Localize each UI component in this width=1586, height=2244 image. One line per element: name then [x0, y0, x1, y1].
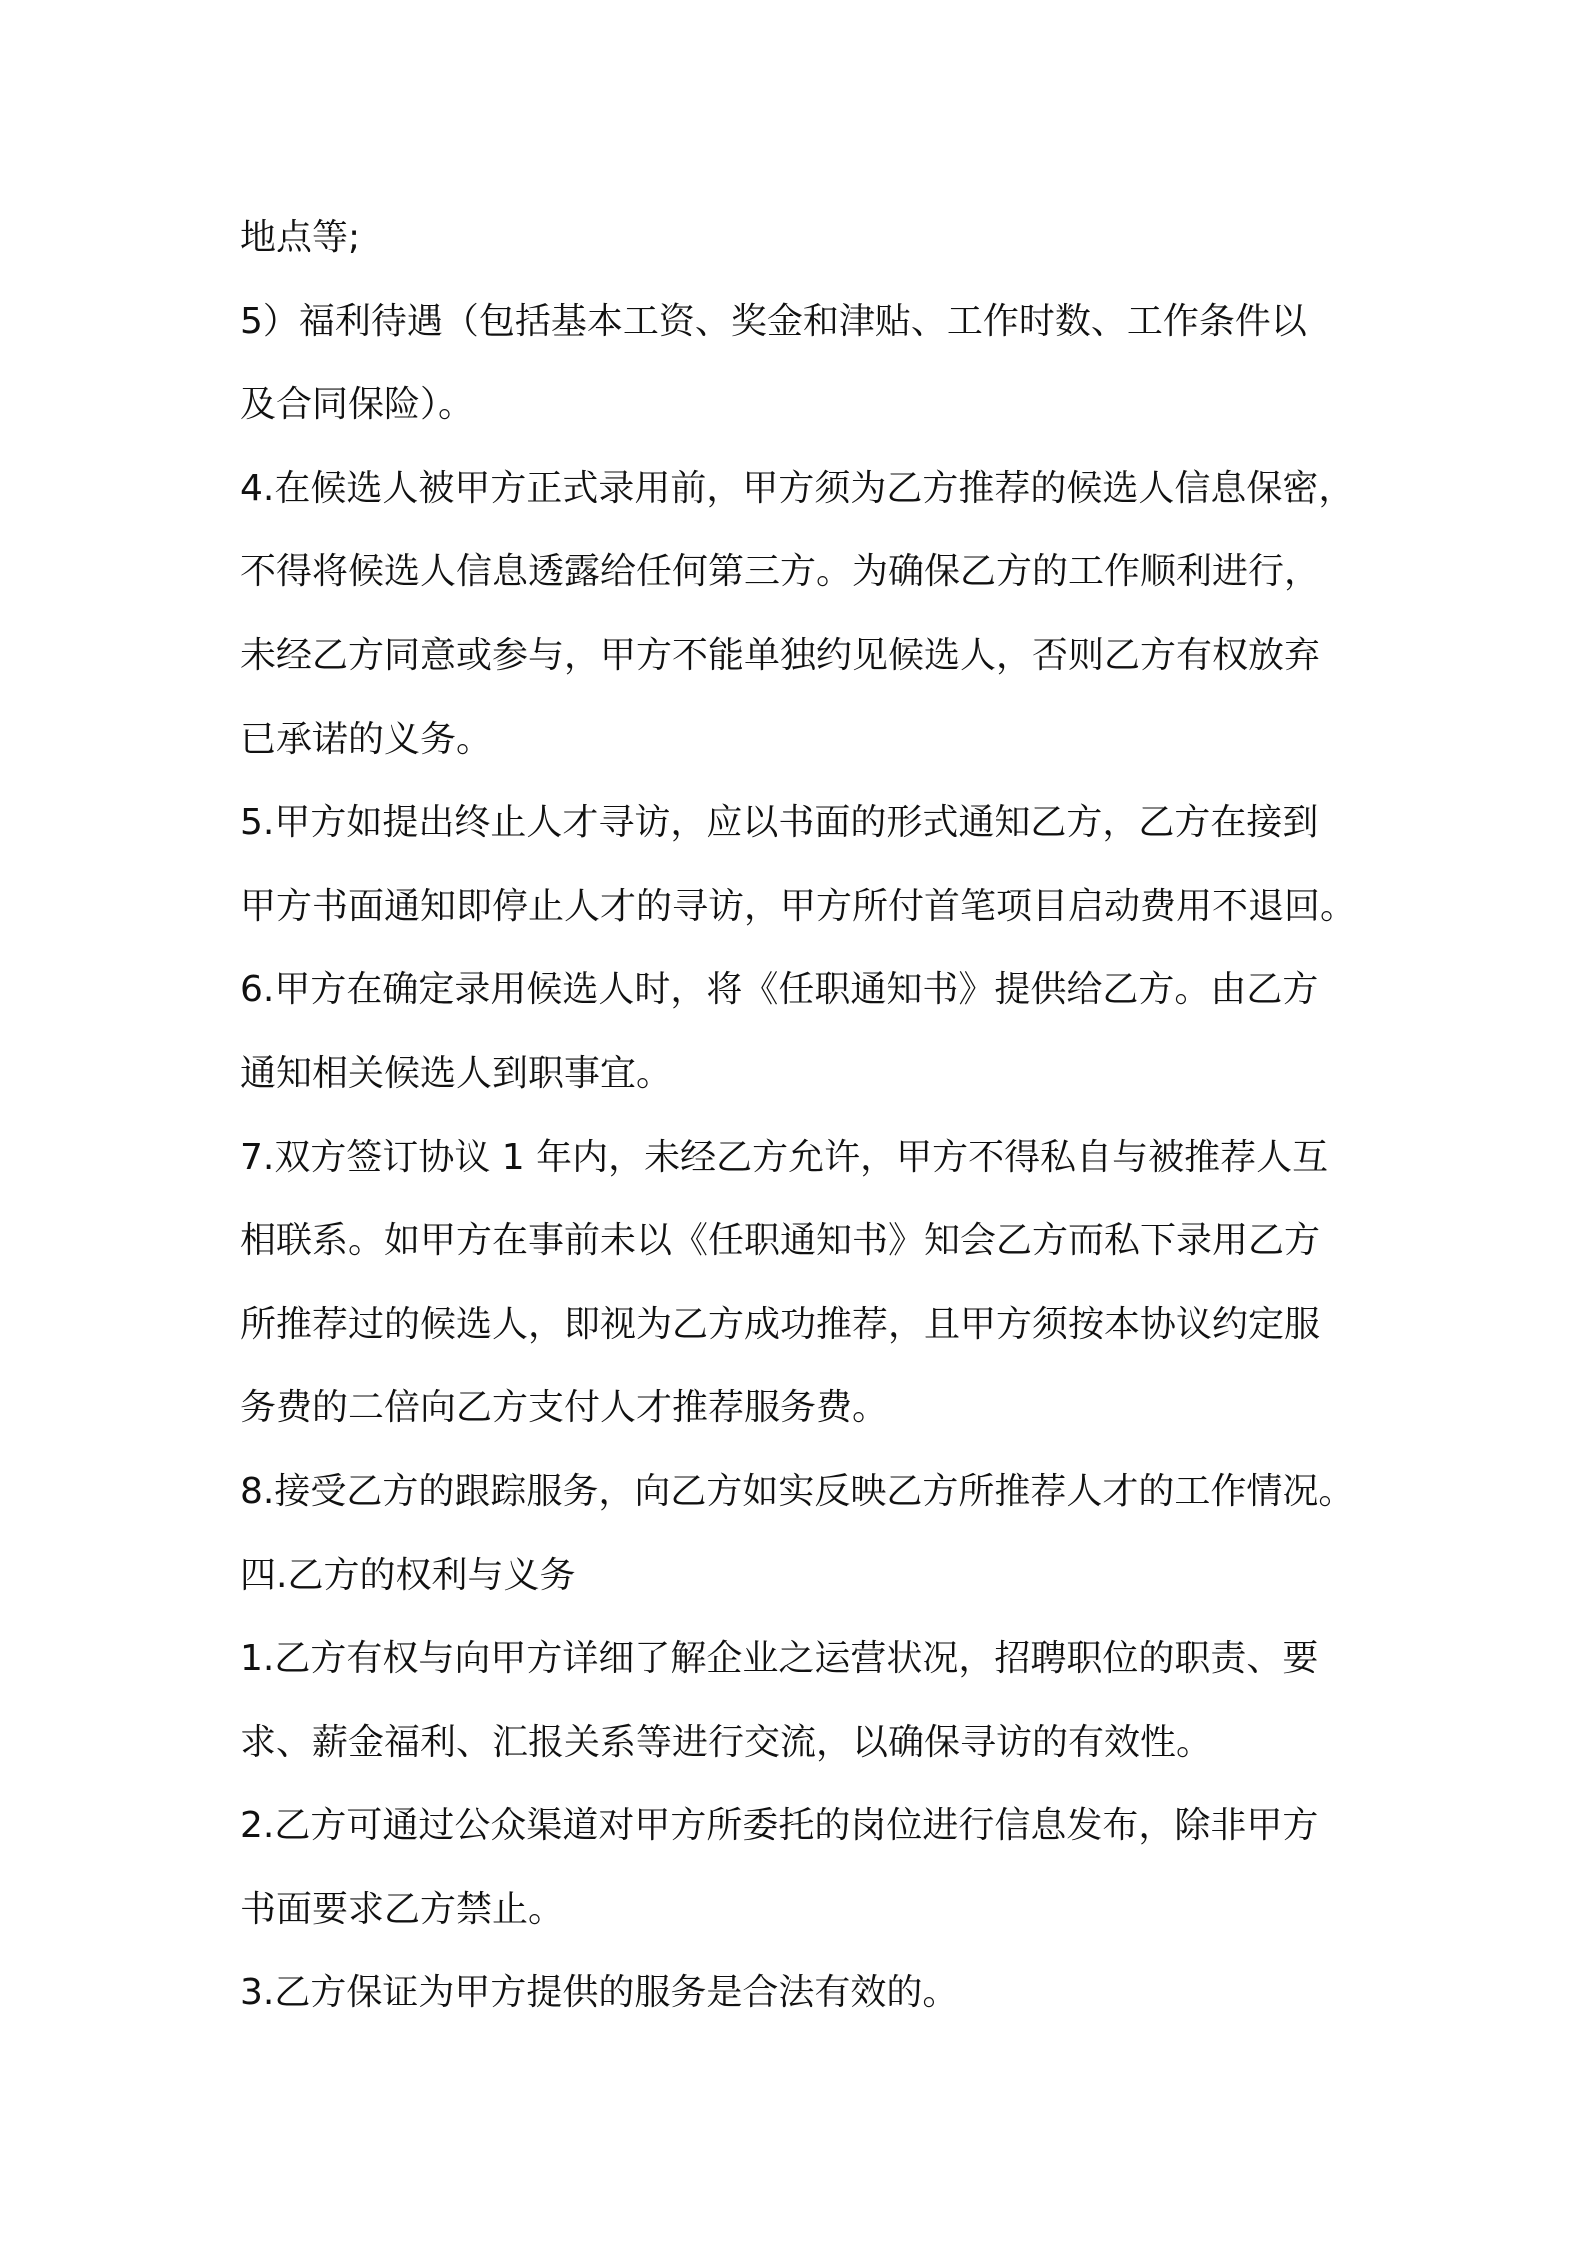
text-line: 已承诺的义务。 — [240, 718, 493, 760]
text-line: 务费的二倍向乙方支付人才推荐服务费。 — [240, 1387, 889, 1429]
section-heading: 四.乙方的权利与义务 — [240, 1554, 576, 1596]
text-line: 1.乙方有权与向甲方详细了解企业之运营状况，招聘职位的职责、要 — [240, 1638, 1319, 1680]
text-line: 相联系。如甲方在事前未以《任职通知书》知会乙方而私下录用乙方 — [240, 1220, 1321, 1262]
text-line: 及合同保险）。 — [240, 384, 475, 426]
text-line: 4.在候选人被甲方正式录用前，甲方须为乙方推荐的候选人信息保密， — [240, 467, 1355, 509]
text-line: 书面要求乙方禁止。 — [240, 1888, 565, 1930]
text-line: 未经乙方同意或参与，甲方不能单独约见候选人，否则乙方有权放弃 — [240, 634, 1321, 676]
text-line: 甲方书面通知即停止人才的寻访，甲方所付首笔项目启动费用不退回。 — [240, 885, 1357, 927]
text-line: 2.乙方可通过公众渠道对甲方所委托的岗位进行信息发布，除非甲方 — [240, 1805, 1319, 1847]
document-body — [240, 196, 1380, 2035]
text-line: 7.双方签订协议 1 年内，未经乙方允许，甲方不得私自与被推荐人互 — [240, 1136, 1329, 1178]
text-line: 所推荐过的候选人，即视为乙方成功推荐，且甲方须按本协议约定服 — [240, 1303, 1321, 1345]
text-line: 5）福利待遇（包括基本工资、奖金和津贴、工作时数、工作条件以 — [240, 300, 1307, 342]
text-line: 求、薪金福利、汇报关系等进行交流，以确保寻访的有效性。 — [240, 1721, 1213, 1763]
text-line: 5.甲方如提出终止人才寻访，应以书面的形式通知乙方，乙方在接到 — [240, 802, 1319, 844]
text-line: 6.甲方在确定录用候选人时，将《任职通知书》提供给乙方。由乙方 — [240, 969, 1319, 1011]
text-line: 8.接受乙方的跟踪服务，向乙方如实反映乙方所推荐人才的工作情况。 — [240, 1470, 1355, 1512]
text-line: 地点等; — [240, 217, 361, 258]
text-line: 不得将候选人信息透露给任何第三方。为确保乙方的工作顺利进行， — [240, 551, 1321, 593]
text-line: 通知相关候选人到职事宜。 — [240, 1052, 673, 1094]
text-line: 3.乙方保证为甲方提供的服务是合法有效的。 — [240, 1972, 959, 2014]
